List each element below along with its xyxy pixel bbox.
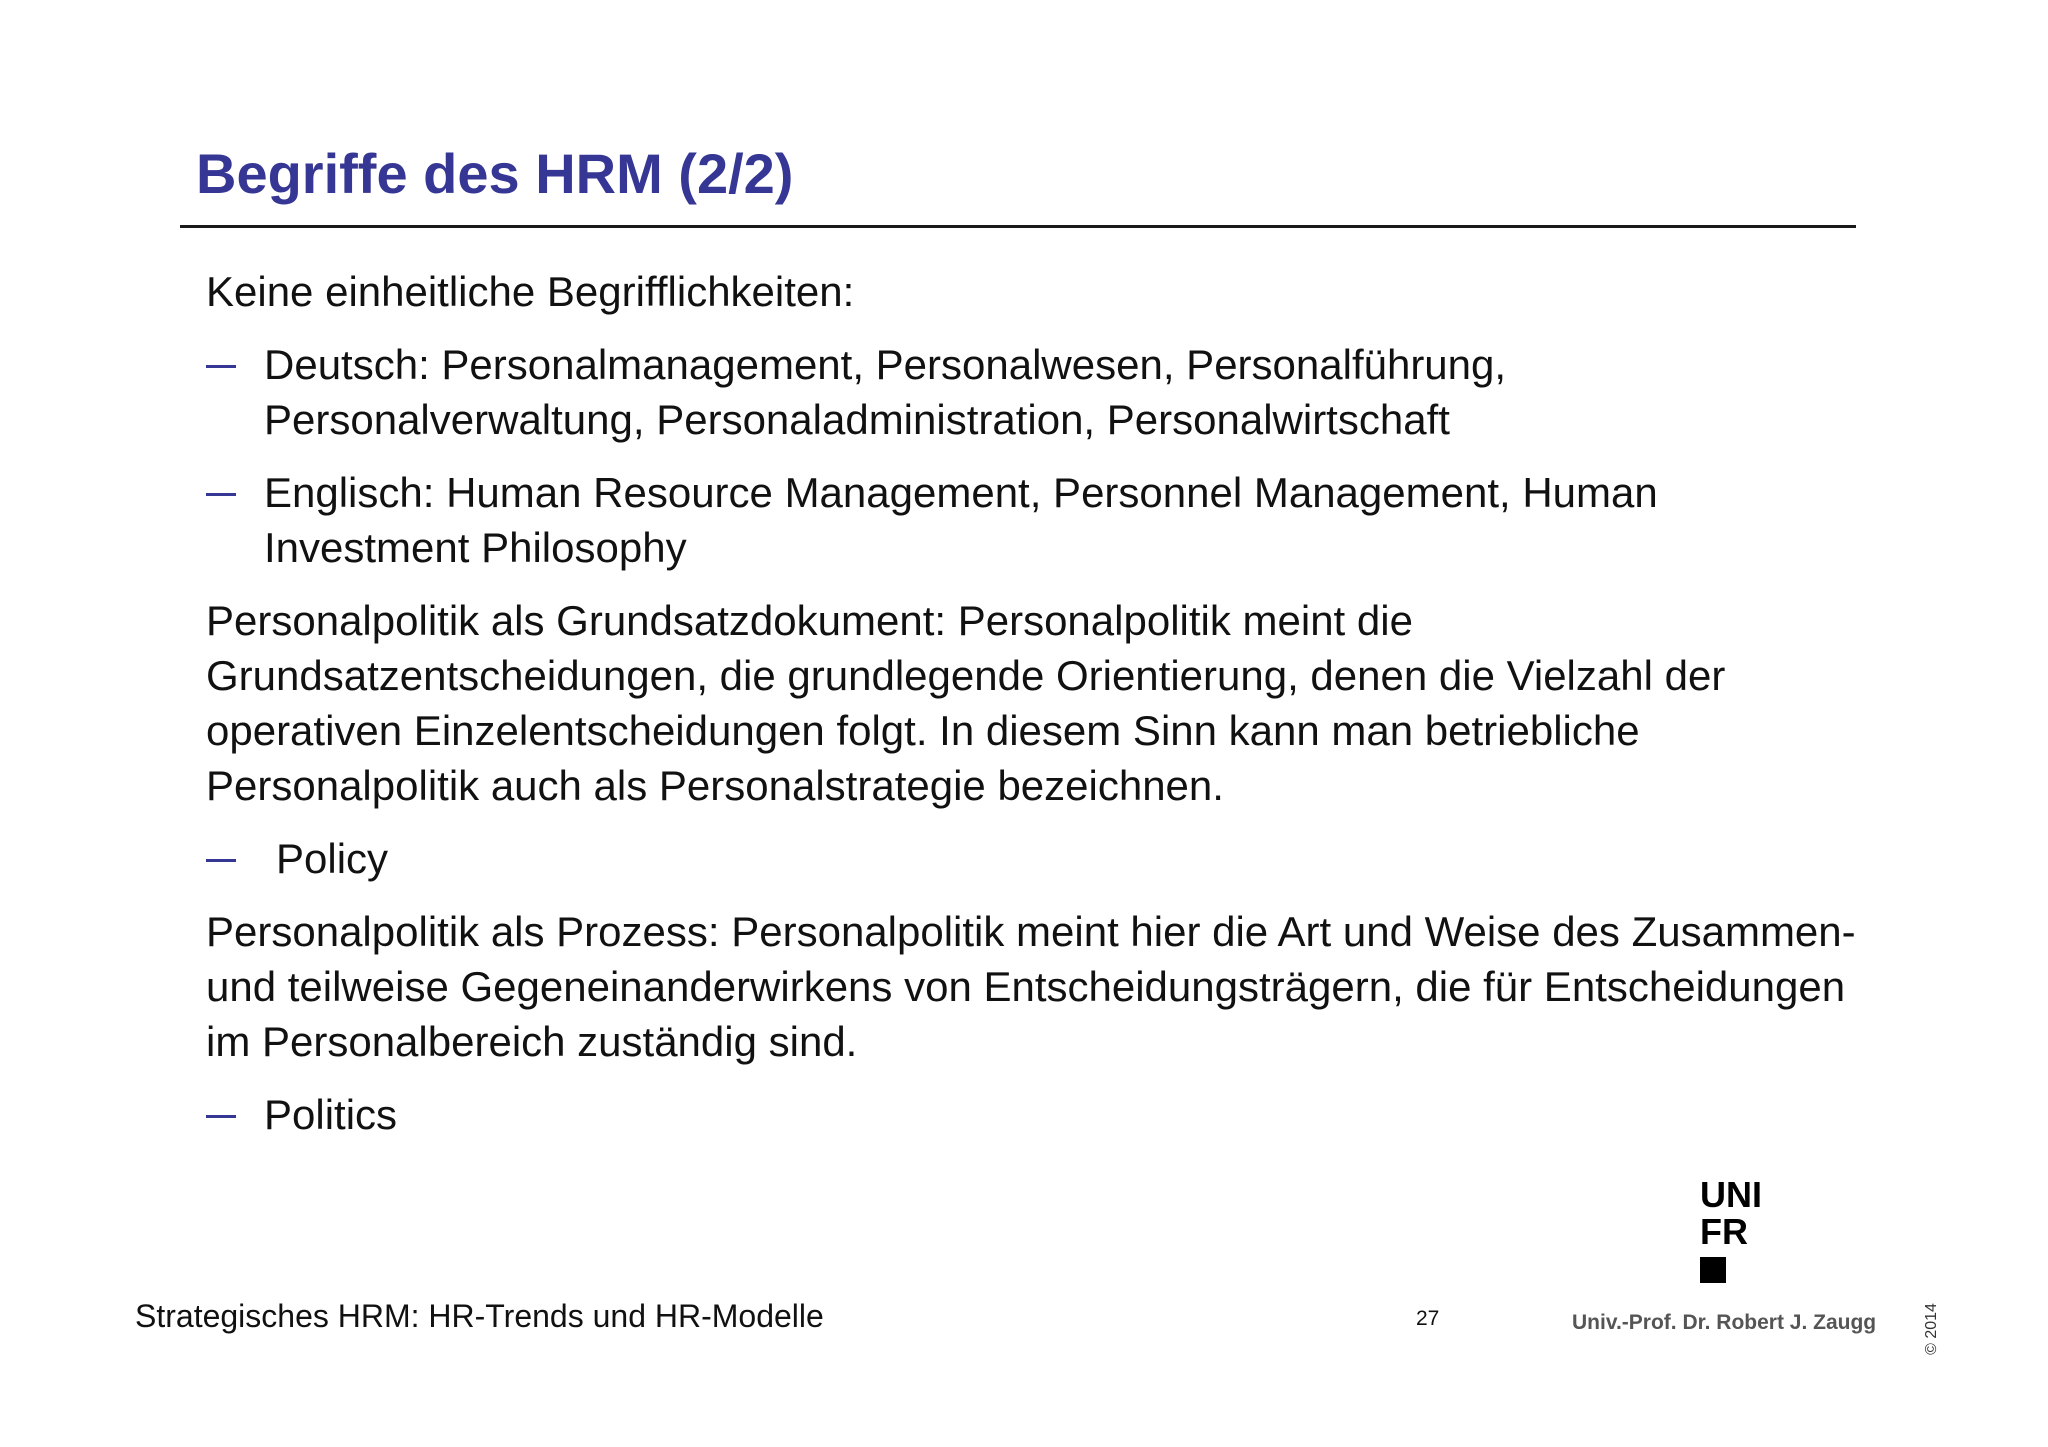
unifr-logo-icon: [1700, 1175, 1795, 1285]
dash-bullet-icon: [206, 365, 236, 368]
logo-square-icon: [1700, 1257, 1726, 1283]
bullet-policy-text: Policy: [276, 835, 389, 882]
policy-paragraph: Personalpolitik als Grundsatzdokument: Personalpolitik meint die Grundsatzentscheidungen, die grundlegende Orientierung, denen die Vielzahl der operativen Einzelentscheidungen folgt. In diesem Sinn kann man betriebliche Personalpolitik auch als Personalstrategie bezeichnen.: [206, 597, 1726, 809]
dash-bullet-icon: [206, 859, 236, 862]
dash-bullet-icon: [206, 1115, 236, 1118]
bullet-item-englisch: [206, 465, 1856, 575]
slide-title: Begriffe des HRM (2/2): [196, 142, 794, 205]
process-paragraph: Personalpolitik als Prozess: Personalpolitik meint hier die Art und Weise des Zusammen- und teilweise Gegeneinanderwirkens von Entscheidungsträgern, die für Entscheidungen im Personalbereich zuständig sind.: [206, 908, 1856, 1065]
bullet-item-politics: [206, 1087, 1856, 1142]
bullet-item-deutsch: [206, 337, 1856, 447]
intro-text: Keine einheitliche Begrifflichkeiten:: [206, 268, 855, 315]
bullet-englisch-line2: Investment Philosophy: [264, 524, 687, 571]
bullet-deutsch-line1: Deutsch: Personalmanagement, Personalwesen, Personalführung,: [264, 341, 1507, 388]
logo-line1: UNI: [1700, 1175, 1762, 1215]
bullet-politics-text: Politics: [264, 1091, 398, 1138]
dash-bullet-icon: [206, 493, 236, 496]
title-divider: [180, 225, 1856, 228]
bullet-deutsch-line2: Personalverwaltung, Personaladministration, Personalwirtschaft: [264, 396, 1450, 443]
slide-content: [206, 264, 1856, 1160]
logo-line2: FR: [1700, 1211, 1748, 1252]
footer-author: Univ.-Prof. Dr. Robert J. Zaugg: [1572, 1311, 1877, 1334]
copyright-text: © 2014: [1923, 1303, 1940, 1355]
bullet-englisch-line1: Englisch: Human Resource Management, Personnel Management, Human: [264, 469, 1658, 516]
copyright-notice: [1917, 1300, 1947, 1358]
footer-course-title: Strategisches HRM: HR-Trends und HR-Modelle: [135, 1298, 824, 1334]
bullet-item-policy: [206, 831, 1856, 886]
page-number: 27: [1416, 1307, 1440, 1330]
